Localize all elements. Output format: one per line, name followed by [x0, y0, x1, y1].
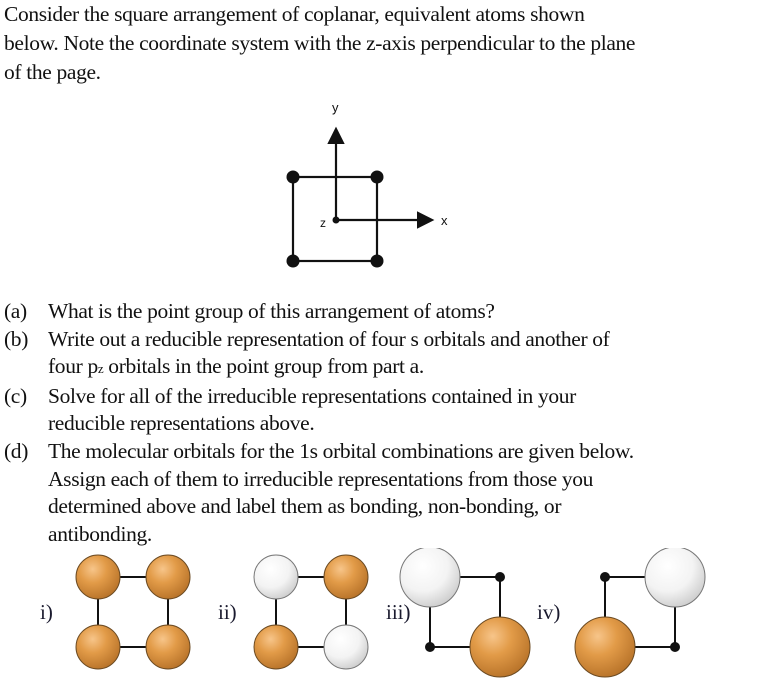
question-label: (d): [4, 438, 29, 463]
intro-line-2: below. Note the coordinate system with the z-axis perpendicular to the plane: [4, 31, 636, 55]
origin-dot: [333, 217, 340, 224]
orbital-label-ii: ii): [218, 600, 237, 624]
question-label: (a): [4, 299, 27, 323]
orbital-label-iv: iv): [537, 600, 561, 624]
question-text: Assign each of them to irreducible representations from those you: [48, 466, 594, 491]
problem-intro: [4, 0, 774, 87]
intro-line-3: of the page.: [4, 60, 101, 84]
orbital-label-i: i): [40, 600, 53, 624]
atom-bottom-right: [371, 255, 384, 268]
question-text: determined above and label them as bonding, non-bonding, or: [48, 494, 562, 519]
question-c: [4, 383, 774, 438]
question-text: What is the point group of this arrangement of atoms?: [48, 299, 495, 323]
question-text: reducible representations above.: [48, 411, 315, 436]
z-axis-label: z: [320, 216, 326, 230]
atom-top-right: [371, 171, 384, 184]
square-atom-diagram: [270, 95, 470, 280]
intro-line-1: Consider the square arrangement of coplanar, equivalent atoms shown: [4, 2, 585, 26]
atom-top-left: [287, 171, 300, 184]
question-label: (c): [4, 383, 27, 408]
y-axis-label: y: [332, 100, 339, 115]
question-b: [4, 326, 774, 383]
orbital-i: [76, 555, 190, 669]
orbital-label-iii: iii): [386, 600, 411, 624]
question-text: Solve for all of the irreducible representations contained in your: [48, 383, 576, 408]
x-axis-label: x: [441, 213, 448, 228]
coordinate-square-figure: [270, 95, 470, 275]
molecular-orbital-figures: [0, 548, 775, 683]
question-text-line2: four pz orbitals in the point group from part a.: [48, 354, 424, 379]
question-text: Write out a reducible representation of four s orbitals and another of: [48, 326, 610, 351]
question-a: [4, 298, 774, 326]
question-label: (b): [4, 326, 29, 351]
atom-bottom-left: [287, 255, 300, 268]
orbital-iii: [400, 548, 530, 677]
question-d: [4, 438, 774, 548]
question-text: antibonding.: [48, 521, 152, 546]
orbital-ii: [254, 555, 368, 669]
orbital-iv: [575, 548, 705, 677]
question-list: [4, 298, 774, 548]
question-text: The molecular orbitals for the 1s orbital combinations are given below.: [48, 438, 634, 463]
